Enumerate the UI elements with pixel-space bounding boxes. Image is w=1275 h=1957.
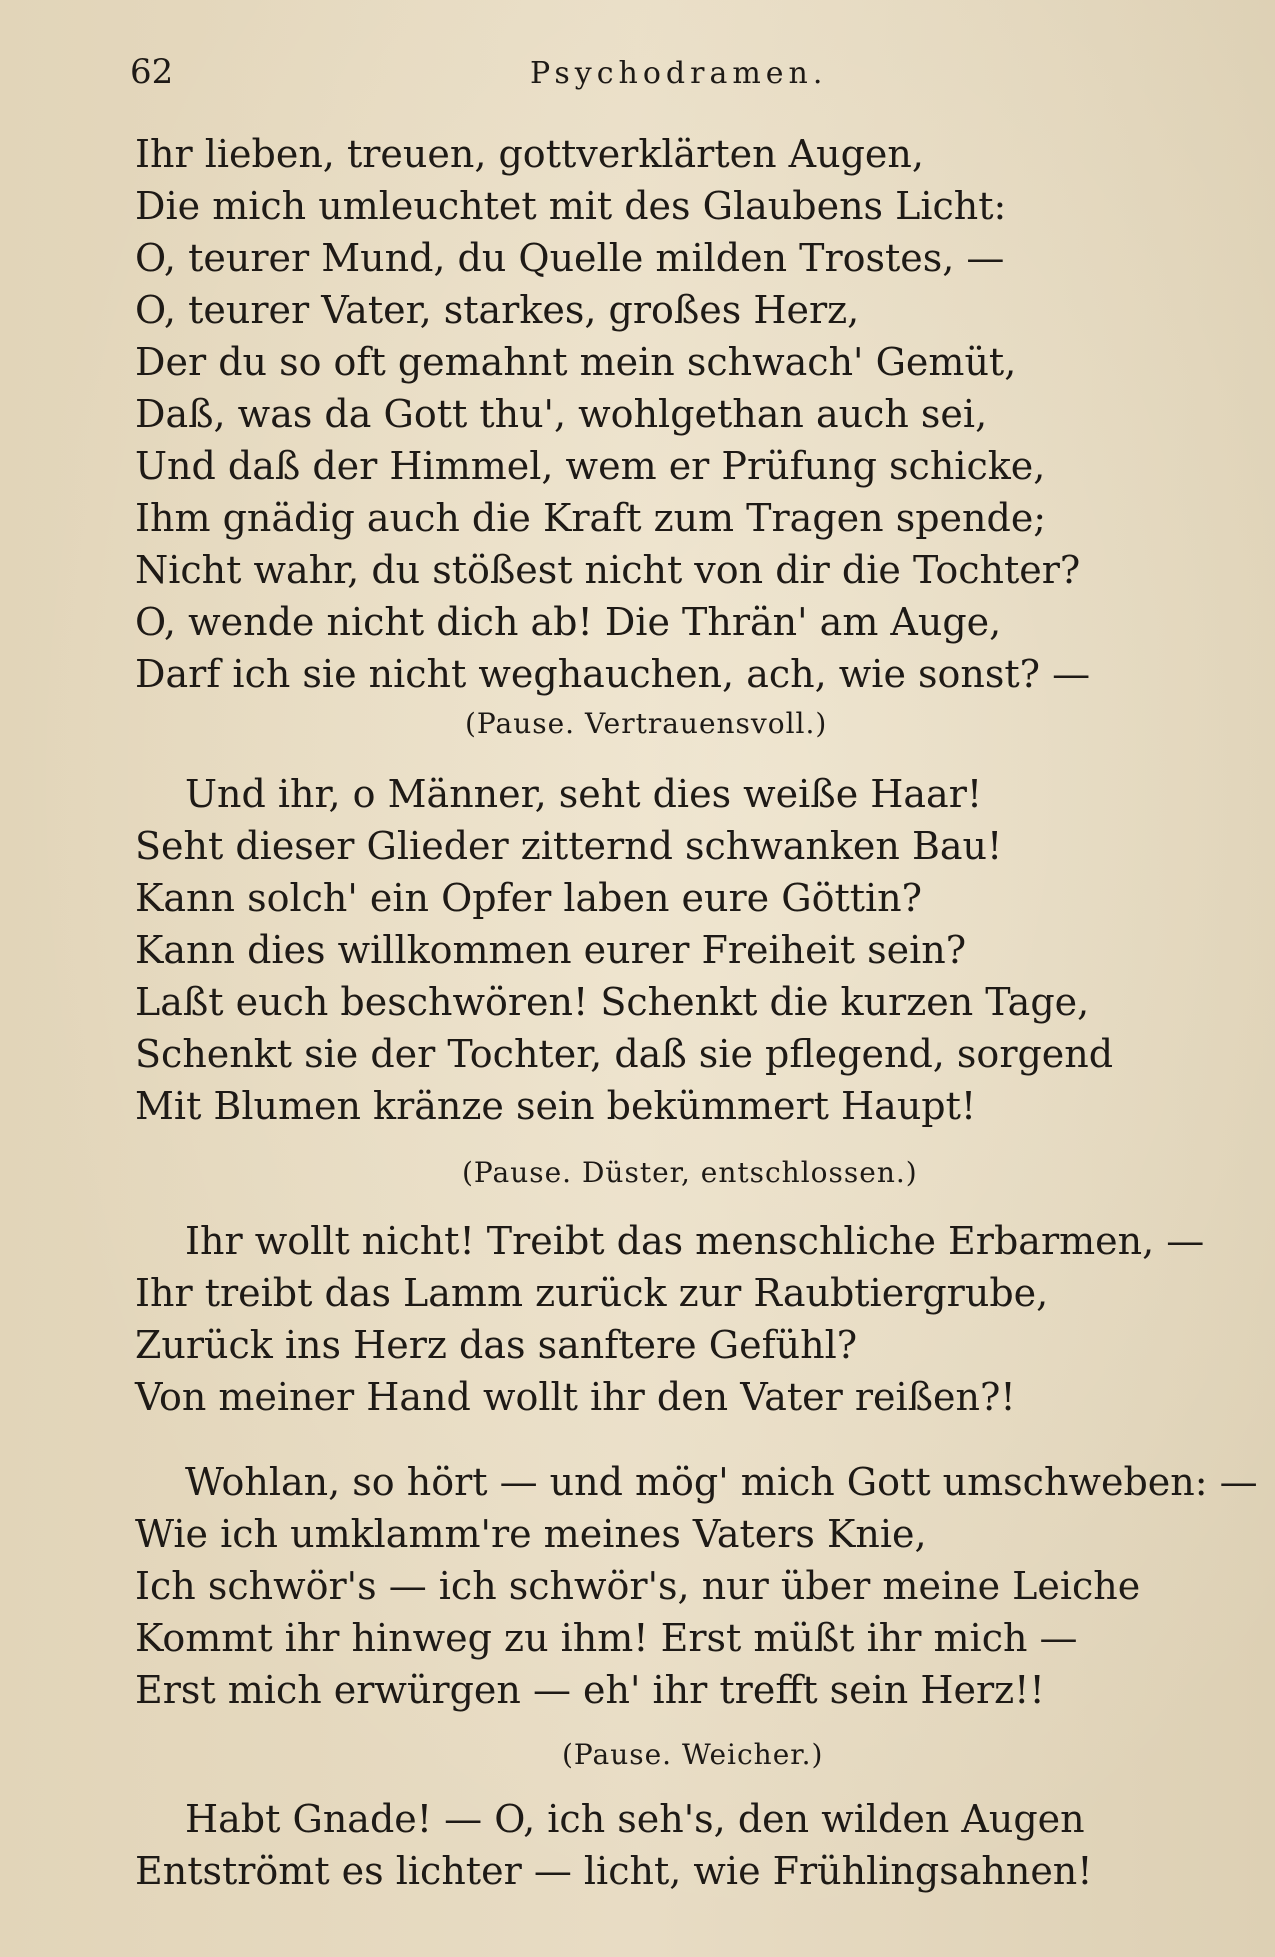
- verse-line: Die mich umleuchtet mit des Glaubens Licht:: [135, 184, 1007, 228]
- verse-line: Ihr wollt nicht! Treibt das menschliche Erbarmen, —: [185, 1219, 1205, 1263]
- verse-line: Und ihr, o Männer, seht dies weiße Haar!: [185, 772, 983, 816]
- verse-line: Ihr treibt das Lamm zurück zur Raubtiergrube,: [135, 1271, 1049, 1315]
- verse-line: Kommt ihr hinweg zu ihm! Erst müßt ihr mich —: [135, 1616, 1078, 1660]
- verse-line: O, teurer Vater, starkes, großes Herz,: [135, 288, 860, 332]
- verse-line: Ich schwör's — ich schwör's, nur über meine Leiche: [135, 1564, 1141, 1608]
- verse-line: Seht dieser Glieder zitternd schwanken Bau!: [135, 824, 1003, 868]
- verse-line: Zurück ins Herz das sanftere Gefühl?: [135, 1323, 858, 1367]
- verse-line: Kann solch' ein Opfer laben eure Göttin?: [135, 876, 922, 920]
- verse-line: Nicht wahr, du stößest nicht von dir die Tochter?: [135, 548, 1081, 592]
- running-head: Psychodramen.: [530, 56, 828, 91]
- verse-line: Laßt euch beschwören! Schenkt die kurzen Tage,: [135, 980, 1090, 1024]
- verse-line: O, teurer Mund, du Quelle milden Trostes, —: [135, 236, 1005, 280]
- verse-line: Mit Blumen kränze sein bekümmert Haupt!: [135, 1084, 977, 1128]
- verse-line: Und daß der Himmel, wem er Prüfung schicke,: [135, 444, 1046, 488]
- verse-line: Habt Gnade! — O, ich seh's, den wilden Augen: [185, 1797, 1085, 1841]
- verse-line: Von meiner Hand wollt ihr den Vater reißen?!: [135, 1375, 1016, 1419]
- verse-line: Darf ich sie nicht weghauchen, ach, wie sonst? —: [135, 652, 1091, 696]
- page-number: 62: [130, 52, 174, 92]
- page-header: [130, 52, 1060, 102]
- verse-line: Wohlan, so hört — und mög' mich Gott umschweben: —: [185, 1460, 1258, 1504]
- verse-line: Daß, was da Gott thu', wohlgethan auch sei,: [135, 392, 988, 436]
- stanza-1: [135, 128, 1135, 700]
- stage-direction: (Pause. Vertrauensvoll.): [465, 707, 828, 740]
- verse-line: Ihm gnädig auch die Kraft zum Tragen spende;: [135, 496, 1047, 540]
- stanza-2: [135, 768, 1135, 1132]
- verse-line: Entströmt es lichter — licht, wie Frühlingsahnen!: [135, 1849, 1093, 1893]
- verse-line: Erst mich erwürgen — eh' ihr trefft sein Herz!!: [135, 1668, 1045, 1712]
- stage-direction: (Pause. Düster, entschlossen.): [462, 1156, 918, 1189]
- stanza-5: [135, 1793, 1135, 1897]
- verse-line: Schenkt sie der Tochter, daß sie pflegend, sorgend: [135, 1032, 1114, 1076]
- verse-line: O, wende nicht dich ab! Die Thrän' am Auge,: [135, 600, 1002, 644]
- verse-line: Kann dies willkommen eurer Freiheit sein?: [135, 928, 967, 972]
- stage-direction: (Pause. Weicher.): [562, 1738, 824, 1771]
- verse-line: Wie ich umklamm're meines Vaters Knie,: [135, 1512, 927, 1556]
- verse-line: Der du so oft gemahnt mein schwach' Gemüt,: [135, 340, 1017, 384]
- verse-line: Ihr lieben, treuen, gottverklärten Augen,: [135, 132, 924, 176]
- stanza-4: [135, 1456, 1258, 1716]
- stanza-3: [135, 1215, 1205, 1423]
